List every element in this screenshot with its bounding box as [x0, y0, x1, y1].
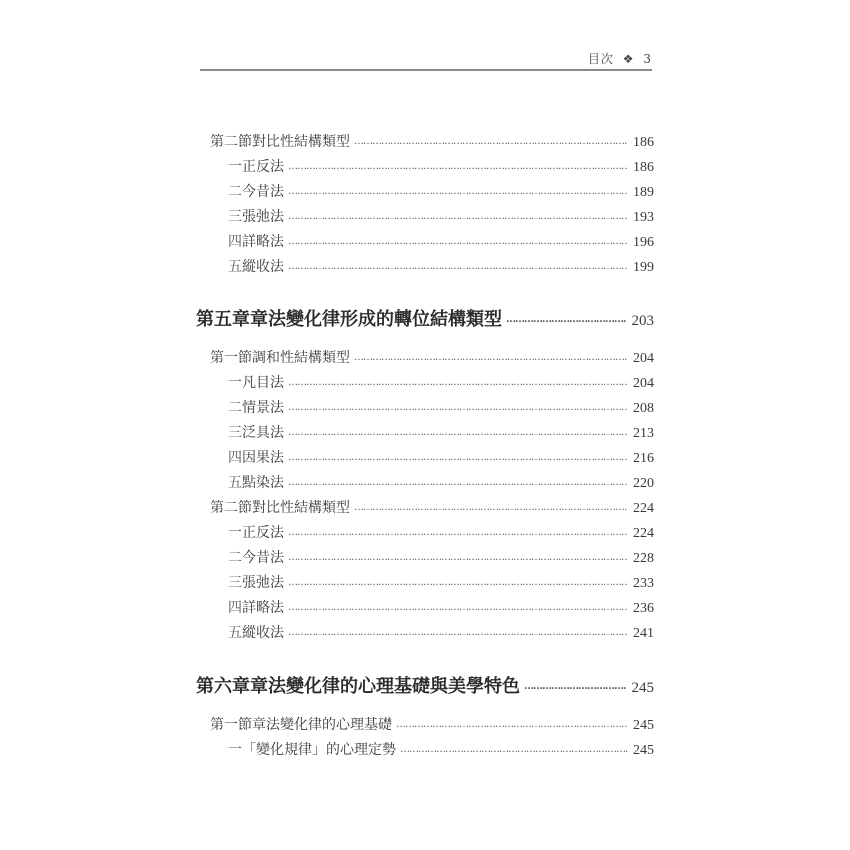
toc-chapter-entry[interactable] [196, 305, 654, 331]
toc-item-entry[interactable] [228, 156, 654, 176]
item-number: 三 [228, 425, 242, 441]
toc-item-entry[interactable] [228, 372, 654, 392]
item-number: 一 [228, 159, 242, 175]
item-page: 196 [633, 235, 654, 250]
dot-leader [288, 402, 628, 413]
item-number: 五 [228, 259, 242, 275]
section-title: 對比性結構類型 [252, 500, 350, 516]
dot-leader [288, 477, 628, 488]
item-title: 正反法 [242, 525, 285, 541]
item-title: 凡目法 [242, 375, 285, 391]
dot-leader [524, 681, 627, 692]
item-number: 五 [228, 625, 242, 641]
item-title: 詳略法 [242, 234, 285, 250]
item-page: 213 [633, 426, 654, 441]
chapter-number: 第六章 [196, 676, 250, 697]
item-title: 正反法 [242, 159, 285, 175]
item-title: 今昔法 [242, 184, 285, 200]
toc-item-entry[interactable] [228, 206, 654, 226]
item-page: 208 [633, 401, 654, 416]
item-number: 三 [228, 575, 242, 591]
chapter-page: 245 [631, 680, 654, 696]
item-title: 泛具法 [242, 425, 285, 441]
dot-leader [396, 719, 628, 730]
toc-item-entry[interactable] [228, 447, 654, 467]
toc-chapter-entry[interactable] [196, 672, 654, 698]
item-title: 點染法 [242, 475, 285, 491]
chapter-title: 章法變化律的心理基礎與美學特色 [250, 676, 520, 697]
item-page: 241 [633, 626, 654, 641]
chapter-number: 第五章 [196, 309, 250, 330]
item-title: 張弛法 [242, 209, 285, 225]
item-number: 二 [228, 400, 242, 416]
toc-item-entry[interactable] [228, 397, 654, 417]
toc-item-entry[interactable] [228, 472, 654, 492]
toc-item-entry[interactable] [228, 597, 654, 617]
dot-leader [288, 377, 628, 388]
dot-leader [288, 427, 628, 438]
item-title: 情景法 [242, 400, 285, 416]
dot-leader [354, 352, 628, 363]
dot-leader [288, 211, 628, 222]
dot-leader [288, 627, 628, 638]
item-title: 縱收法 [242, 259, 285, 275]
dot-leader [354, 136, 628, 147]
running-head [200, 50, 652, 67]
dot-leader [288, 236, 628, 247]
item-number: 四 [228, 600, 242, 616]
chapter-page: 203 [631, 313, 654, 329]
dot-leader [288, 602, 628, 613]
item-page: 216 [633, 451, 654, 466]
section-page: 224 [633, 501, 654, 516]
dot-leader [288, 577, 628, 588]
toc-section-entry[interactable] [210, 714, 654, 734]
section-page: 186 [633, 135, 654, 150]
item-number: 一 [228, 375, 242, 391]
header-rule [200, 69, 652, 71]
item-number: 四 [228, 450, 242, 466]
section-title: 章法變化律的心理基礎 [252, 717, 392, 733]
item-page: 199 [633, 260, 654, 275]
toc-item-entry[interactable] [228, 572, 654, 592]
section-title: 對比性結構類型 [252, 134, 350, 150]
item-number: 一 [228, 525, 242, 541]
dot-leader [354, 502, 628, 513]
section-page: 204 [633, 351, 654, 366]
toc-section-entry[interactable] [210, 347, 654, 367]
toc-section-entry[interactable] [210, 497, 654, 517]
section-number: 第二節 [210, 134, 252, 150]
dot-leader [506, 314, 627, 325]
item-page: 186 [633, 160, 654, 175]
dot-leader [288, 261, 628, 272]
dot-leader [288, 452, 628, 463]
dot-leader [288, 527, 628, 538]
dot-leader [288, 552, 628, 563]
toc-item-entry[interactable] [228, 231, 654, 251]
section-number: 第一節 [210, 717, 252, 733]
item-number: 二 [228, 184, 242, 200]
item-page: 224 [633, 526, 654, 541]
section-page: 245 [633, 718, 654, 733]
item-page: 193 [633, 210, 654, 225]
item-page: 236 [633, 601, 654, 616]
item-title: 今昔法 [242, 550, 285, 566]
toc-item-entry[interactable] [228, 256, 654, 276]
toc-section-entry[interactable] [210, 131, 654, 151]
dot-leader [400, 744, 628, 755]
item-title: 因果法 [242, 450, 285, 466]
item-number: 一 [228, 742, 242, 758]
item-page: 233 [633, 576, 654, 591]
item-page: 189 [633, 185, 654, 200]
toc-item-entry[interactable] [228, 547, 654, 567]
toc-item-entry[interactable] [228, 522, 654, 542]
item-number: 三 [228, 209, 242, 225]
page-number: 3 [643, 52, 652, 66]
item-page: 220 [633, 476, 654, 491]
item-title: 張弛法 [242, 575, 285, 591]
toc-item-entry[interactable] [228, 422, 654, 442]
item-page: 228 [633, 551, 654, 566]
toc-item-entry[interactable] [228, 739, 654, 759]
section-title: 調和性結構類型 [252, 350, 350, 366]
section-number: 第二節 [210, 500, 252, 516]
running-head-label: 目次 [587, 52, 614, 66]
toc-item-entry[interactable] [228, 622, 654, 642]
item-number: 二 [228, 550, 242, 566]
chapter-title: 章法變化律形成的轉位結構類型 [250, 309, 502, 330]
item-page: 245 [633, 743, 654, 758]
toc-item-entry[interactable] [228, 181, 654, 201]
section-number: 第一節 [210, 350, 252, 366]
item-title: 詳略法 [242, 600, 285, 616]
item-title: 「變化規律」的心理定勢 [242, 742, 396, 758]
item-title: 縱收法 [242, 625, 285, 641]
dot-leader [288, 161, 628, 172]
dot-leader [288, 186, 628, 197]
item-number: 五 [228, 475, 242, 491]
item-number: 四 [228, 234, 242, 250]
ornament-icon: ❖ [622, 52, 635, 66]
item-page: 204 [633, 376, 654, 391]
